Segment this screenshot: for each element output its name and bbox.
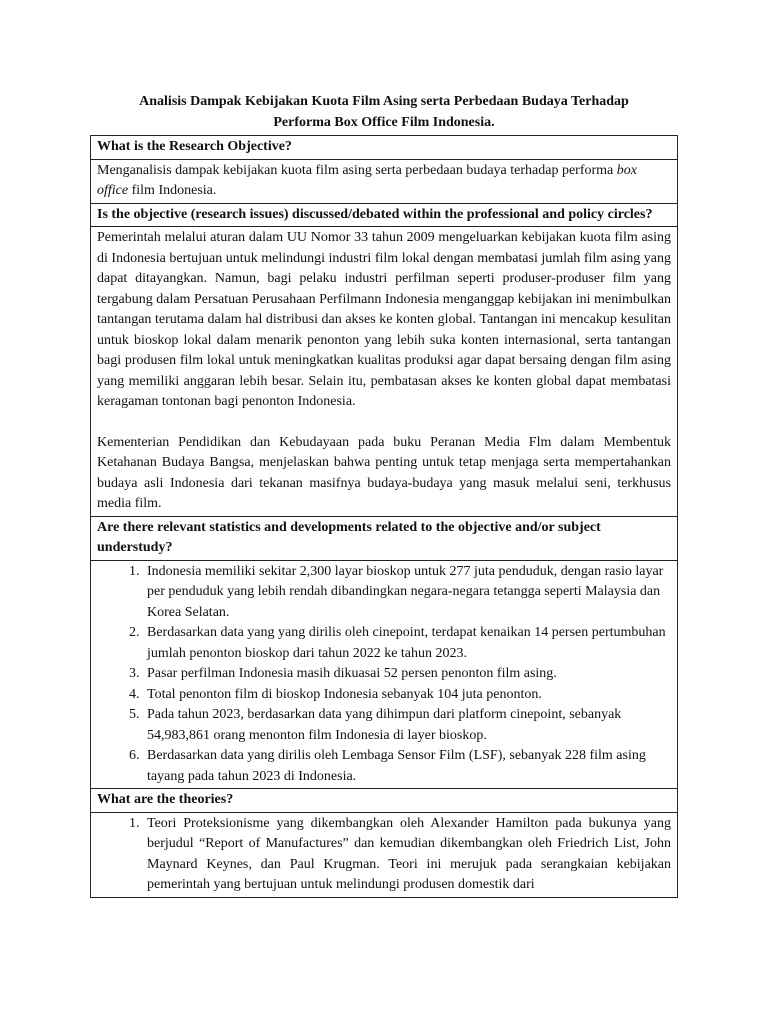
table-row [91,227,678,517]
question-theories: What are the theories? [91,789,678,813]
answer-text: film Indonesia. [128,183,217,198]
title-line-1: Analisis Dampak Kebijakan Kuota Film Asing serta Perbedaan Budaya Terhadap [139,94,629,109]
question-research-objective: What is the Research Objective? [91,136,678,160]
answer-text: Menganalisis dampak kebijakan kuota film asing serta perbedaan budaya terhadap performa [97,162,617,178]
document-title [90,92,678,133]
title-line-2: Performa Box Office Film Indonesia. [273,114,495,130]
answer-statistics [91,560,678,789]
answer-research-objective [91,159,678,203]
table-row [91,516,678,560]
table-row [91,136,678,160]
answer-theories [91,812,678,897]
table-row [91,560,678,789]
paragraph: Pemerintah melalui aturan dalam UU Nomor 33 tahun 2009 mengeluarkan kebijakan kuota film asing di Indonesia bertujuan untuk melindungi industri film lokal dengan membatasi jumlah film asing yang dapat ditayangkan. Namun, bagi pelaku industri perfilman seperti produser-produser film yang tergabung dalam Persatuan Perusahaan Perfilmann Indonesia menganggap kebijakan ini menimbulkan tantangan terutama dalam hal distribusi dan akses ke konten global. Tantangan ini mencakup kesulitan untuk bioskop lokal dalam menarik penonton yang lebih suka konten internasional, serta tantangan bagi produsen film lokal untuk meningkatkan kualitas produksi agar dapat bersaing dengan film asing yang memiliki anggaran lebih besar. Selain itu, pembatasan akses ke konten global dapat membatasi keragaman tontonan bagi penonton Indonesia. [97,230,671,409]
list-item: 1. Indonesia memiliki sekitar 2,300 layar bioskop untuk 277 juta penduduk, dengan rasio layar per penduduk yang lebih rendah dibandingkan negara-negara tetangga seperti Malaysia dan Korea Selatan. [143,562,671,624]
theories-list [97,814,671,896]
table-row [91,812,678,897]
answer-policy-debate [91,227,678,517]
table-row [91,159,678,203]
question-statistics: Are there relevant statistics and developments related to the objective and/or subject understudy? [91,516,678,560]
research-table [90,135,678,898]
table-row [91,789,678,813]
list-item: 4. Total penonton film di bioskop Indonesia sebanyak 104 juta penonton. [143,685,671,706]
list-item: 2. Berdasarkan data yang yang dirilis oleh cinepoint, terdapat kenaikan 14 persen pertumbuhan jumlah penonton bioskop dari tahun 2022 ke tahun 2023. [143,623,671,664]
statistics-list [97,562,671,788]
list-item: 1. Teori Proteksionisme yang dikembangkan oleh Alexander Hamilton pada bukunya yang berjudul “Report of Manufactures” dan kemudian dikembangkan oleh Friedrich List, John Maynard Keynes, dan Paul Krugman. Teori ini merujuk pada serangkaian kebijakan pemerintah yang bertujuan untuk melindungi produsen domestik dari [143,814,671,896]
question-policy-debate: Is the objective (research issues) discussed/debated within the professional and policy circles? [91,203,678,227]
paragraph-gap [97,413,671,433]
list-item: 5. Pada tahun 2023, berdasarkan data yang dihimpun dari platform cinepoint, sebanyak 54,983,861 orang menonton film Indonesia di layer bioskop. [143,705,671,746]
list-item: 6. Berdasarkan data yang dirilis oleh Lembaga Sensor Film (LSF), sebanyak 228 film asing tayang pada tahun 2023 di Indonesia. [143,746,671,787]
table-row [91,203,678,227]
answer-italic-text: box office [97,162,637,198]
list-item: 3. Pasar perfilman Indonesia masih dikuasai 52 persen penonton film asing. [143,664,671,685]
paragraph: Kementerian Pendidikan dan Kebudayaan pada buku Peranan Media Flm dalam Membentuk Ketahanan Budaya Bangsa, menjelaskan bahwa penting untuk tetap menjaga serta mempertahankan budaya asli Indonesia dari tekanan masifnya budaya-budaya yang masuk melalui seni, terkhusus media film. [97,434,671,511]
